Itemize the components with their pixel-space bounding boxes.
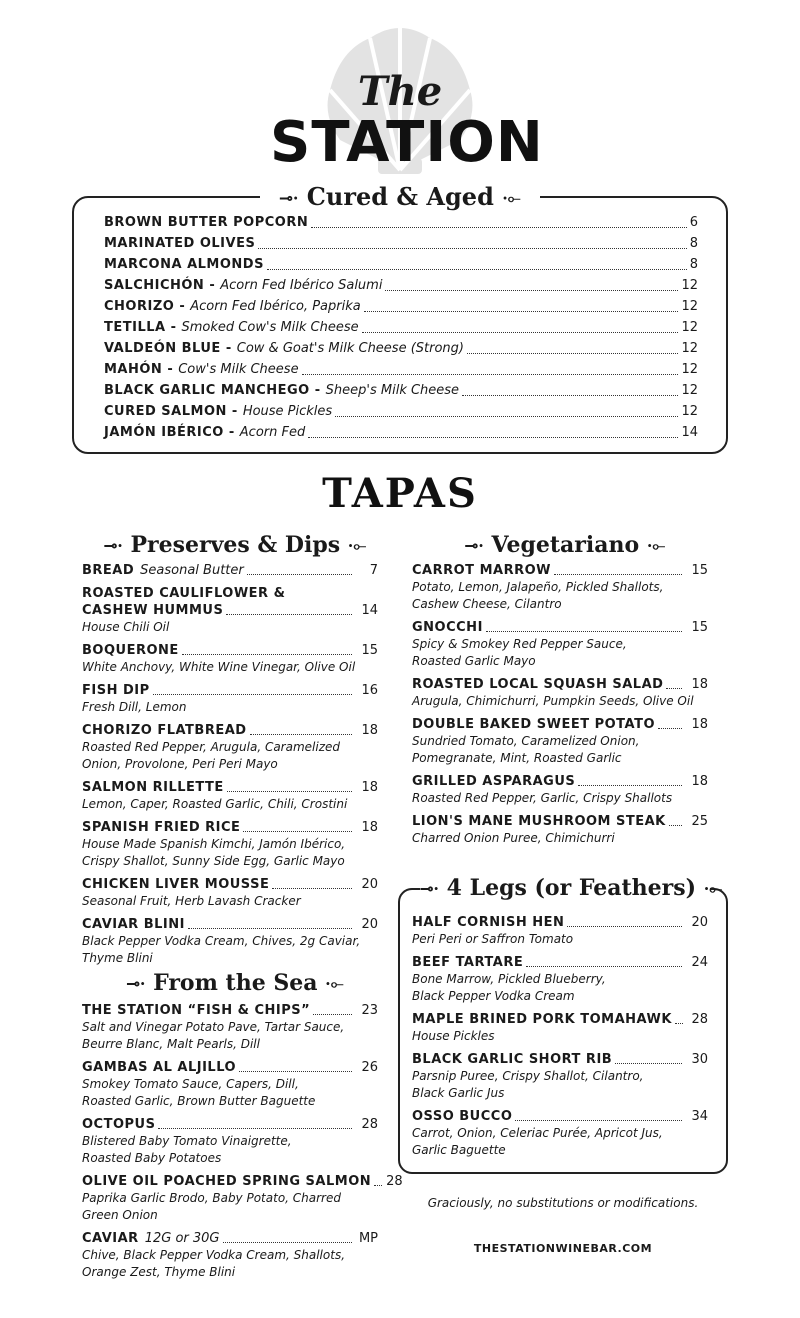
item-description: Fresh Dill, Lemon [82,700,187,714]
item-description: Black Garlic Jus [412,1086,505,1100]
menu-item [82,682,378,716]
item-price: 20 [361,877,378,892]
item-description: Cashew Cheese, Cilantro [412,597,562,611]
dot-leader [302,374,679,375]
item-description: Arugula, Chimichurri, Pumpkin Seeds, Olive Oil [412,694,694,708]
item-description: Potato, Lemon, Jalapeño, Pickled Shallots, [412,580,664,594]
vegetariano-title [430,530,700,561]
item-price: 8 [689,257,698,272]
menu-item [412,954,708,1005]
logo-station: STATION [270,110,544,175]
item-price: 12 [681,341,698,356]
item-header [412,716,708,733]
item-description: Acorn Fed Ibérico, Paprika [190,299,361,314]
cured-item [104,254,698,275]
preserves-dips-title-text: Preserves & Dips [130,532,341,558]
item-header [82,1116,378,1133]
item-description: Parsnip Puree, Crispy Shallot, Cilantro, [412,1069,644,1083]
item-description: Smokey Tomato Sauce, Capers, Dill, [82,1077,299,1091]
menu-item [412,676,708,710]
item-name: MARCONA ALMONDS [104,257,264,272]
item-description: House Pickles [242,404,333,419]
item-name: HALF CORNISH HEN [412,915,565,930]
four-legs-title-text: 4 Legs (or Feathers) [446,875,697,901]
dot-leader [226,614,352,615]
item-price: 18 [691,677,708,692]
item-description: Peri Peri or Saffron Tomato [412,932,574,946]
ornament-right-icon: ·⟜ [347,536,367,555]
dot-leader [247,574,352,575]
dot-leader [227,791,352,792]
dot-leader [578,785,682,786]
dot-leader [462,395,678,396]
item-description: Garlic Baguette [412,1143,506,1157]
ornament-left-icon: ⊸· [279,188,299,208]
cured-aged-title-text: Cured & Aged [306,182,494,211]
four-legs-list [412,914,708,1165]
cured-item [104,317,698,338]
item-description: Crispy Shallot, Sunny Side Egg, Garlic Mayo [82,854,345,868]
item-name: SPANISH FRIED RICE [82,820,241,835]
dot-leader [182,654,352,655]
item-price: 15 [361,643,378,658]
menu-item [82,779,378,813]
item-header [412,676,708,693]
four-legs-title [420,873,723,903]
item-name: MAHÓN - [104,362,174,377]
item-price: 25 [691,814,708,829]
item-description: Green Onion [82,1208,158,1222]
item-description: Cow's Milk Cheese [178,362,299,377]
item-name: OSSO BUCCO [412,1109,513,1124]
dot-leader [554,574,682,575]
menu-item [82,1059,378,1110]
dot-leader [567,926,682,927]
footnote: Graciously, no substitutions or modifications. [427,1196,699,1210]
dot-leader [467,353,678,354]
item-price: 15 [691,563,708,578]
item-description: Roasted Baby Potatoes [82,1151,222,1165]
menu-item [412,619,708,670]
ornament-right-icon: ·⟜ [703,879,723,898]
item-price: 18 [691,717,708,732]
item-price: 18 [361,723,378,738]
cured-item [104,359,698,380]
item-price: 18 [361,780,378,795]
item-description: Chive, Black Pepper Vodka Cream, Shallots, [82,1248,346,1262]
item-header [82,562,378,579]
menu-item [82,876,378,910]
item-description: Acorn Fed [239,425,306,440]
dot-leader [515,1120,682,1121]
item-price: 34 [691,1109,708,1124]
item-header [82,916,378,933]
item-header [412,954,708,971]
item-name: BLACK GARLIC SHORT RIB [412,1052,613,1067]
menu-item [82,722,378,773]
item-description: Roasted Garlic, Brown Butter Baguette [82,1094,316,1108]
item-header [82,1230,378,1247]
item-price: 16 [361,683,378,698]
item-header [82,1173,403,1190]
vegetariano-list [412,562,708,853]
item-price: 12 [681,404,698,419]
dot-leader [362,332,679,333]
item-name: GNOCCHI [412,620,483,635]
dot-leader [243,831,352,832]
menu-item [412,562,708,613]
item-name: CASHEW HUMMUS [82,603,224,618]
item-name: TETILLA - [104,320,177,335]
item-header [412,813,708,830]
ornament-right-icon: ·⟜ [325,974,344,993]
dot-leader [311,227,686,228]
menu-item [82,916,378,967]
item-header [412,1011,708,1028]
item-name: SALCHICHÓN - [104,278,216,293]
menu-item [412,1011,708,1045]
item-description: Black Pepper Vodka Cream [412,989,575,1003]
item-header [412,773,708,790]
dot-leader [153,694,352,695]
cured-item [104,275,698,296]
item-description: Sundried Tomato, Caramelized Onion, [412,734,640,748]
item-description: Seasonal Fruit, Herb Lavash Cracker [82,894,301,908]
from-the-sea-title [100,968,370,999]
item-header [412,562,708,579]
item-description: Roasted Red Pepper, Arugula, Caramelized [82,740,340,754]
item-description: House Chili Oil [82,620,170,634]
cured-item [104,338,698,359]
dot-leader [272,888,352,889]
item-name-line: ROASTED CAULIFLOWER & [82,586,286,601]
dot-leader [223,1242,353,1243]
item-name: BROWN BUTTER POPCORN [104,215,309,230]
item-description: House Pickles [412,1029,495,1043]
cured-aged-list [104,212,698,443]
item-name: CHORIZO FLATBREAD [82,723,247,738]
item-inline-note: Seasonal Butter [140,563,244,578]
dot-leader [486,631,682,632]
item-description: Cow & Goat's Milk Cheese (Strong) [236,341,464,356]
item-header [412,914,708,931]
item-header [82,1059,378,1076]
dot-leader [666,688,682,689]
item-price: 7 [369,563,378,578]
ornament-left-icon: ⊸· [420,879,439,898]
item-description: Roasted Garlic Mayo [412,654,536,668]
item-description: Roasted Red Pepper, Garlic, Crispy Shallots [412,791,673,805]
menu-item [82,642,378,676]
item-name: MARINATED OLIVES [104,236,256,251]
menu-item [82,1230,378,1281]
item-name: CAVIAR [82,1231,139,1246]
item-price: 12 [681,320,698,335]
preserves-dips-list [82,562,378,973]
item-description: Beurre Blanc, Malt Pearls, Dill [82,1037,260,1051]
menu-item [82,1002,378,1053]
item-description: Onion, Provolone, Peri Peri Mayo [82,757,278,771]
item-header [412,1108,708,1125]
item-description: Spicy & Smokey Red Pepper Sauce, [412,637,627,651]
item-description: White Anchovy, White Wine Vinegar, Olive Oil [82,660,356,674]
item-name: OLIVE OIL POACHED SPRING SALMON [82,1174,372,1189]
cured-item [104,233,698,254]
item-name: CAVIAR BLINI [82,917,185,932]
item-description: Orange Zest, Thyme Blini [82,1265,236,1279]
dot-leader [313,1014,352,1015]
cured-item [104,380,698,401]
item-name: LION'S MANE MUSHROOM STEAK [412,814,666,829]
dot-leader [158,1128,352,1129]
item-price: 18 [361,820,378,835]
item-header [412,619,708,636]
item-price: 8 [689,236,698,251]
menu-item [412,716,708,767]
cured-item [104,212,698,233]
website-link[interactable]: THESTATIONWINEBAR.COM [473,1242,653,1255]
menu-item [82,585,378,636]
dot-leader [308,437,678,438]
item-price: 28 [361,1117,378,1132]
cured-aged-title [260,180,540,214]
item-description: House Made Spanish Kimchi, Jamón Ibérico, [82,837,346,851]
item-price: 28 [691,1012,708,1027]
item-price: 12 [681,299,698,314]
cured-item [104,422,698,443]
dot-leader [250,734,352,735]
item-description: Lemon, Caper, Roasted Garlic, Chili, Crostini [82,797,348,811]
item-name: DOUBLE BAKED SWEET POTATO [412,717,656,732]
logo-the: The [357,68,443,115]
item-description: Thyme Blini [82,951,153,965]
item-price: 15 [691,620,708,635]
item-name: BOQUERONE [82,643,179,658]
item-description: Salt and Vinegar Potato Pave, Tartar Sauce, [82,1020,345,1034]
item-description: Smoked Cow's Milk Cheese [181,320,359,335]
logo [270,20,544,180]
dot-leader [188,928,352,929]
item-description: Paprika Garlic Brodo, Baby Potato, Charred [82,1191,341,1205]
item-description: Blistered Baby Tomato Vinaigrette, [82,1134,292,1148]
item-name: SALMON RILLETTE [82,780,224,795]
menu-item [412,1051,708,1102]
item-price: MP [358,1231,378,1246]
item-price: 28 [386,1174,403,1189]
ornament-left-icon: ⊸· [103,536,123,555]
item-description: Pomegranate, Mint, Roasted Garlic [412,751,622,765]
cured-item [104,296,698,317]
item-name: BREAD [82,563,135,578]
item-header [82,779,378,796]
from-the-sea-list [82,1002,403,1287]
menu-item [412,1108,708,1159]
item-header [82,682,378,699]
item-name: ROASTED LOCAL SQUASH SALAD [412,677,664,692]
item-name: VALDEÓN BLUE - [104,341,232,356]
dot-leader [615,1063,682,1064]
dot-leader [669,825,682,826]
dot-leader [239,1071,352,1072]
ornament-left-icon: ⊸· [464,536,484,555]
menu-item [412,813,708,847]
item-name: CARROT MARROW [412,563,551,578]
item-name: OCTOPUS [82,1117,156,1132]
item-price: 14 [361,603,378,618]
dot-leader [658,728,682,729]
item-name: CHICKEN LIVER MOUSSE [82,877,270,892]
item-price: 12 [681,362,698,377]
item-description: Black Pepper Vodka Cream, Chives, 2g Caviar, [82,934,361,948]
item-description: Acorn Fed Ibérico Salumi [220,278,383,293]
ornament-right-icon: ·⟜ [502,188,521,208]
item-price: 24 [691,955,708,970]
menu-item [82,1116,378,1167]
item-name: GRILLED ASPARAGUS [412,774,576,789]
item-inline-note: 12G or 30G [144,1231,220,1246]
dot-leader [526,966,682,967]
item-header [82,642,378,659]
item-description: Carrot, Onion, Celeriac Purée, Apricot Jus, [412,1126,663,1140]
cured-item [104,401,698,422]
dot-leader [364,311,679,312]
item-price: 18 [691,774,708,789]
from-the-sea-title-text: From the Sea [153,970,318,996]
item-name: MAPLE BRINED PORK TOMAHAWK [412,1012,672,1027]
item-price: 26 [361,1060,378,1075]
menu-item [412,914,708,948]
item-name: THE STATION “FISH & CHIPS” [82,1003,311,1018]
dot-leader [374,1185,382,1186]
item-header [82,819,378,836]
dot-leader [335,416,678,417]
item-header [82,876,378,893]
dot-leader [267,269,687,270]
item-name: BLACK GARLIC MANCHEGO - [104,383,321,398]
item-price: 6 [689,215,698,230]
item-price: 20 [691,915,708,930]
item-name: JAMÓN IBÉRICO - [104,425,235,440]
item-price: 12 [681,278,698,293]
menu-item [82,1173,403,1224]
item-price: 14 [681,425,698,440]
ornament-right-icon: ·⟜ [646,536,666,555]
item-name: FISH DIP [82,683,150,698]
item-price: 20 [361,917,378,932]
menu-item [412,773,708,807]
item-name: CHORIZO - [104,299,186,314]
item-name: CURED SALMON - [104,404,238,419]
item-description: Bone Marrow, Pickled Blueberry, [412,972,606,986]
item-price: 12 [681,383,698,398]
item-header [412,1051,708,1068]
item-name: BEEF TARTARE [412,955,524,970]
item-header [82,602,378,619]
menu-item [82,819,378,870]
item-description: Charred Onion Puree, Chimichurri [412,831,615,845]
item-price: 30 [691,1052,708,1067]
vegetariano-title-text: Vegetariano [491,532,640,558]
tapas-heading: TAPAS [322,470,478,517]
item-name: GAMBAS AL ALJILLO [82,1060,237,1075]
item-price: 23 [361,1003,378,1018]
item-description: Sheep's Milk Cheese [325,383,460,398]
dot-leader [675,1023,683,1024]
item-header [82,722,378,739]
item-header [82,1002,378,1019]
dot-leader [258,248,686,249]
menu-item [82,562,378,579]
dot-leader [385,290,678,291]
ornament-left-icon: ⊸· [126,974,146,993]
preserves-dips-title [100,530,370,561]
